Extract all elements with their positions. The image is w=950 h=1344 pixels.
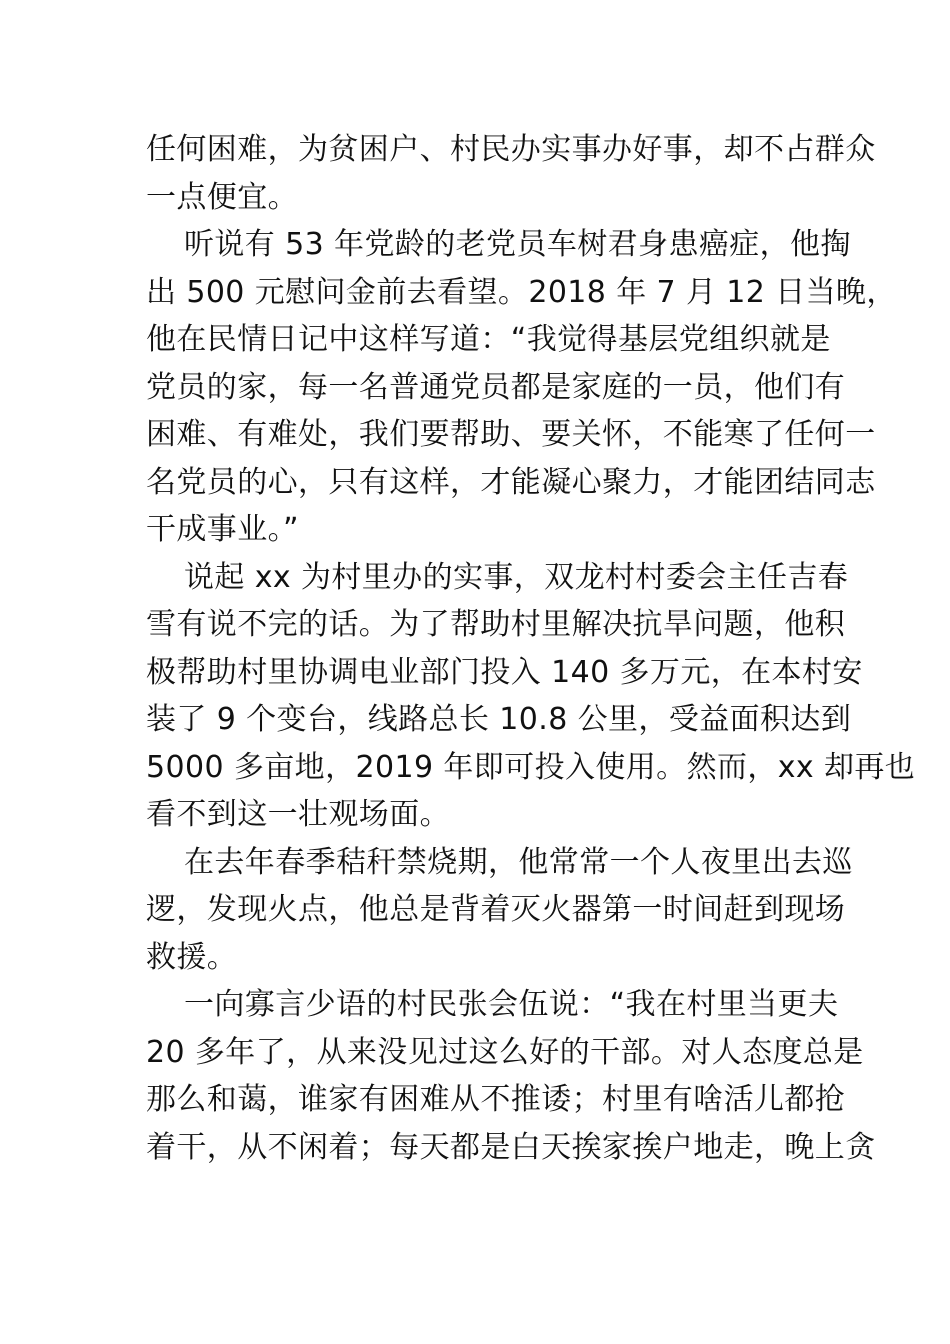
text-line: 干成事业。” bbox=[146, 512, 299, 547]
text-line: 着干，从不闲着；每天都是白天挨家挨户地走，晚上贪 bbox=[146, 1129, 876, 1165]
text-line: 5000 多亩地，2019 年即可投入使用。然而，xx 却再也 bbox=[146, 749, 916, 785]
paragraph-first-line: 听说有 53 年党龄的老党员车树君身患癌症，他掏 bbox=[184, 227, 851, 262]
text-line: 逻，发现火点，他总是背着灭火器第一时间赶到现场 bbox=[146, 892, 846, 927]
paragraph-first-line: 说起 xx 为村里办的实事，双龙村村委会主任吉春 bbox=[184, 559, 849, 595]
text-line: 装了 9 个变台，线路总长 10.8 公里，受益面积达到 bbox=[146, 702, 852, 737]
text-line: 名党员的心，只有这样，才能凝心聚力，才能团结同志 bbox=[146, 464, 876, 500]
text-line: 出 500 元慰问金前去看望。2018 年 7 月 12 日当晚， bbox=[146, 274, 897, 310]
text-line: 他在民情日记中这样写道：“我觉得基层党组织就是 bbox=[146, 322, 831, 357]
text-line: 极帮助村里协调电业部门投入 140 多万元，在本村安 bbox=[146, 654, 863, 690]
text-line: 困难、有难处，我们要帮助、要关怀，不能寒了任何一 bbox=[146, 417, 876, 452]
text-line: 那么和蔼，谁家有困难从不推诿；村里有啥活儿都抢 bbox=[146, 1082, 846, 1117]
text-line: 20 多年了，从来没见过这么好的干部。对人态度总是 bbox=[146, 1034, 864, 1070]
text-line: 一点便宜。 bbox=[146, 179, 298, 215]
text-line: 救援。 bbox=[146, 939, 238, 975]
paragraph-first-line: 一向寡言少语的村民张会伍说：“我在村里当更夫 bbox=[184, 987, 839, 1022]
text-line: 看不到这一壮观场面。 bbox=[146, 797, 450, 832]
text-line: 党员的家，每一名普通党员都是家庭的一员，他们有 bbox=[146, 369, 846, 405]
paragraph-first-line: 在去年春季秸秆禁烧期，他常常一个人夜里出去巡 bbox=[184, 844, 853, 880]
text-line: 雪有说不完的话。为了帮助村里解决抗旱问题，他积 bbox=[146, 607, 846, 642]
text-line: 任何困难，为贫困户、村民办实事办好事，却不占群众 bbox=[146, 132, 876, 167]
document-body bbox=[146, 126, 916, 1171]
